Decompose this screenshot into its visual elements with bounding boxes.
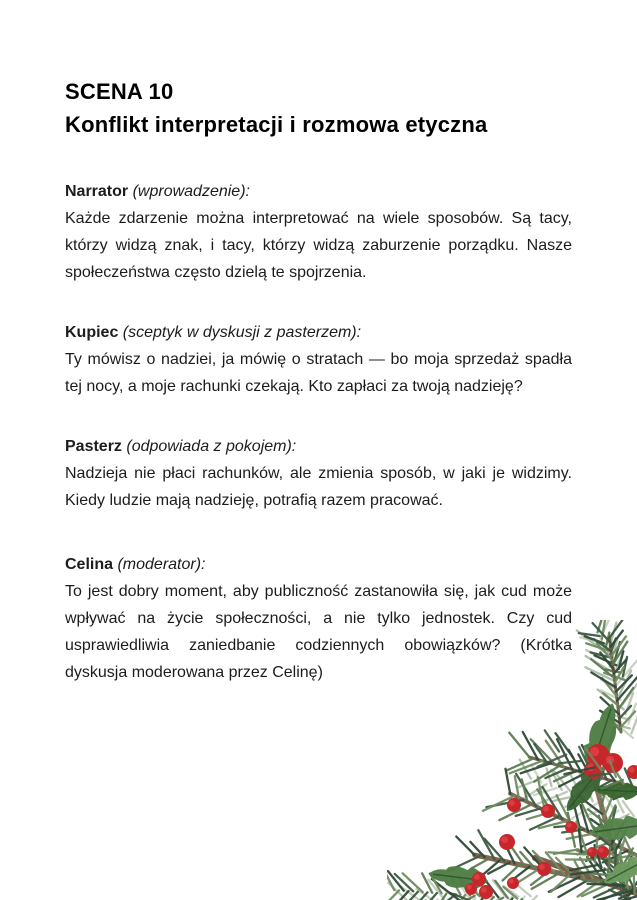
speaker-name: Pasterz bbox=[65, 438, 122, 455]
dialogue-text: To jest dobry moment, aby publiczność zastanowiła się, jak cud może wpływać na życie społeczności, a nie tylko jednostek. Czy cud usprawiedliwia zaniedbanie codziennych obowiązków? (Krótka dyskusja moderowana przez Celinę) bbox=[65, 583, 572, 681]
speaker-role: (sceptyk w dyskusji z pasterzem): bbox=[122, 324, 362, 341]
speaker-label bbox=[65, 178, 572, 205]
speaker-name: Kupiec bbox=[65, 324, 119, 341]
dialogue-section-kupiec bbox=[65, 319, 572, 400]
dialogue-section-narrator bbox=[65, 178, 572, 286]
speaker-role: (wprowadzenie): bbox=[132, 183, 250, 200]
speaker-role: (odpowiada z pokojem): bbox=[126, 438, 297, 455]
scene-subtitle: Konflikt interpretacji i rozmowa etyczna bbox=[65, 112, 488, 137]
speaker-label bbox=[65, 551, 572, 578]
script-content bbox=[65, 75, 572, 686]
dialogue-text: Każde zdarzenie można interpretować na wiele sposobów. Są tacy, którzy widzą znak, i tacy, którzy widzą zaburzenie porządku. Nasze społeczeństwa często dzielą te spojrzenia. bbox=[65, 210, 572, 281]
dialogue-text: Ty mówisz o nadziei, ja mówię o stratach — bo moja sprzedaż spadła tej nocy, a moje rachunki czekają. Kto zapłaci za twoją nadzieję? bbox=[65, 351, 572, 395]
scene-heading bbox=[65, 75, 572, 141]
dialogue-section-celina bbox=[65, 551, 572, 686]
speaker-name: Celina bbox=[65, 556, 114, 573]
speaker-name: Narrator bbox=[65, 183, 129, 200]
dialogue-section-pasterz bbox=[65, 433, 572, 514]
speaker-label bbox=[65, 319, 572, 346]
speaker-label bbox=[65, 433, 572, 460]
dialogue-text: Nadzieja nie płaci rachunków, ale zmienia sposób, w jaki je widzimy. Kiedy ludzie mają nadzieję, potrafią razem pracować. bbox=[65, 465, 572, 509]
scene-title: SCENA 10 bbox=[65, 79, 174, 104]
speaker-role: (moderator): bbox=[117, 556, 206, 573]
